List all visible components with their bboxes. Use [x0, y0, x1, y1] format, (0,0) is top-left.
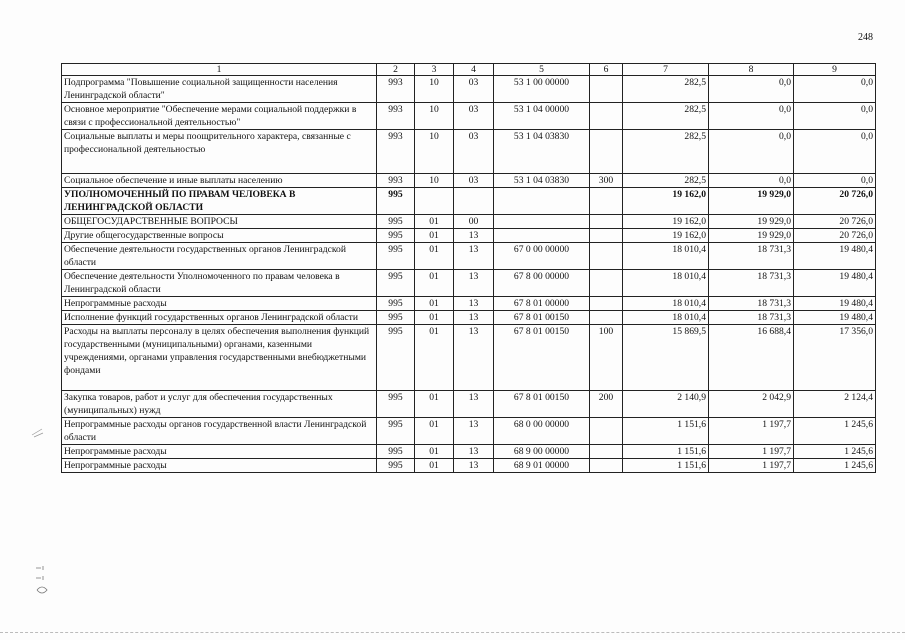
- row-value-cell-9: 2 124,4: [794, 391, 876, 418]
- table-row: [62, 188, 876, 215]
- row-value-cell-4: 00: [454, 215, 494, 229]
- row-value-cell-5: 53 1 04 03830: [494, 130, 590, 174]
- column-header-1: 1: [62, 64, 377, 76]
- row-value-cell-7: 18 010,4: [623, 297, 709, 311]
- row-value-cell-8: 16 688,4: [709, 325, 794, 391]
- row-value-cell-2: 995: [377, 391, 415, 418]
- row-value-cell-2: 995: [377, 445, 415, 459]
- row-name-cell: Подпрограмма "Повышение социальной защищенности населения Ленинградской области": [62, 76, 377, 103]
- row-value-cell-5: 67 8 01 00150: [494, 311, 590, 325]
- row-value-cell-5: 67 0 00 00000: [494, 243, 590, 270]
- row-value-cell-3: 10: [415, 103, 454, 130]
- row-value-cell-5: [494, 215, 590, 229]
- row-value-cell-2: 993: [377, 130, 415, 174]
- row-value-cell-4: 13: [454, 325, 494, 391]
- column-header-6: 6: [590, 64, 623, 76]
- row-name-cell: Социальное обеспечение и иные выплаты населению: [62, 174, 377, 188]
- row-value-cell-7: 282,5: [623, 130, 709, 174]
- column-header-7: 7: [623, 64, 709, 76]
- row-value-cell-8: 0,0: [709, 76, 794, 103]
- row-value-cell-7: 282,5: [623, 174, 709, 188]
- row-value-cell-8: 18 731,3: [709, 270, 794, 297]
- table-row: [62, 103, 876, 130]
- row-name-cell: Закупка товаров, работ и услуг для обеспечения государственных (муниципальных) нужд: [62, 391, 377, 418]
- row-value-cell-9: 1 245,6: [794, 445, 876, 459]
- row-value-cell-6: 100: [590, 325, 623, 391]
- column-header-9: 9: [794, 64, 876, 76]
- row-value-cell-6: [590, 76, 623, 103]
- row-value-cell-9: 0,0: [794, 76, 876, 103]
- column-header-4: 4: [454, 64, 494, 76]
- row-value-cell-3: 01: [415, 311, 454, 325]
- row-value-cell-3: 01: [415, 325, 454, 391]
- row-value-cell-5: 67 8 00 00000: [494, 270, 590, 297]
- row-value-cell-3: 10: [415, 76, 454, 103]
- row-name-cell: Расходы на выплаты персоналу в целях обеспечения выполнения функций государственными (муниципальными) органами, казенными учреждениями, органами управления государственными внебюджетными фондами: [62, 325, 377, 391]
- row-value-cell-2: 995: [377, 229, 415, 243]
- row-name-cell: Непрограммные расходы: [62, 445, 377, 459]
- row-name-cell: ОБЩЕГОСУДАРСТВЕННЫЕ ВОПРОСЫ: [62, 215, 377, 229]
- row-value-cell-6: [590, 130, 623, 174]
- row-value-cell-9: 17 356,0: [794, 325, 876, 391]
- row-name-cell: Другие общегосударственные вопросы: [62, 229, 377, 243]
- row-name-cell: Непрограммные расходы: [62, 297, 377, 311]
- row-value-cell-6: [590, 418, 623, 445]
- row-value-cell-2: 993: [377, 103, 415, 130]
- row-value-cell-4: 13: [454, 270, 494, 297]
- table-row: [62, 229, 876, 243]
- row-value-cell-3: 01: [415, 215, 454, 229]
- row-value-cell-9: 19 480,4: [794, 243, 876, 270]
- row-value-cell-8: 0,0: [709, 130, 794, 174]
- table-row: [62, 270, 876, 297]
- row-name-cell: Основное мероприятие "Обеспечение мерами социальной поддержки в связи с профессиональной деятельностью": [62, 103, 377, 130]
- row-value-cell-2: 995: [377, 215, 415, 229]
- row-value-cell-7: 19 162,0: [623, 188, 709, 215]
- table-row: [62, 174, 876, 188]
- row-value-cell-2: 995: [377, 243, 415, 270]
- row-name-cell: УПОЛНОМОЧЕННЫЙ ПО ПРАВАМ ЧЕЛОВЕКА В ЛЕНИНГРАДСКОЙ ОБЛАСТИ: [62, 188, 377, 215]
- row-value-cell-9: 19 480,4: [794, 297, 876, 311]
- row-value-cell-9: 0,0: [794, 130, 876, 174]
- row-value-cell-6: [590, 215, 623, 229]
- row-value-cell-5: [494, 229, 590, 243]
- row-value-cell-2: 995: [377, 418, 415, 445]
- table-row: [62, 297, 876, 311]
- row-value-cell-9: 20 726,0: [794, 215, 876, 229]
- scan-mark-icon: [30, 425, 46, 439]
- row-value-cell-4: 13: [454, 459, 494, 473]
- row-value-cell-3: 01: [415, 391, 454, 418]
- page-number: 248: [858, 32, 873, 43]
- row-value-cell-9: 20 726,0: [794, 229, 876, 243]
- table-header-row: [62, 64, 876, 76]
- row-name-cell: Исполнение функций государственных органов Ленинградской области: [62, 311, 377, 325]
- row-value-cell-9: 1 245,6: [794, 459, 876, 473]
- row-value-cell-7: 1 151,6: [623, 418, 709, 445]
- row-value-cell-5: 68 0 00 00000: [494, 418, 590, 445]
- row-value-cell-8: 2 042,9: [709, 391, 794, 418]
- row-value-cell-4: 03: [454, 174, 494, 188]
- table-row: [62, 391, 876, 418]
- row-value-cell-3: 01: [415, 418, 454, 445]
- row-value-cell-6: [590, 229, 623, 243]
- row-value-cell-3: 01: [415, 270, 454, 297]
- table-body: [62, 76, 876, 473]
- row-value-cell-2: 995: [377, 311, 415, 325]
- table-row: [62, 243, 876, 270]
- row-value-cell-4: 03: [454, 130, 494, 174]
- row-value-cell-5: 68 9 01 00000: [494, 459, 590, 473]
- row-value-cell-6: [590, 103, 623, 130]
- row-value-cell-8: 18 731,3: [709, 311, 794, 325]
- row-value-cell-6: [590, 445, 623, 459]
- table-row: [62, 445, 876, 459]
- table-row: [62, 325, 876, 391]
- row-value-cell-5: 67 8 01 00150: [494, 325, 590, 391]
- row-value-cell-7: 1 151,6: [623, 445, 709, 459]
- row-value-cell-6: 200: [590, 391, 623, 418]
- column-header-2: 2: [377, 64, 415, 76]
- row-value-cell-7: 15 869,5: [623, 325, 709, 391]
- row-value-cell-5: 67 8 01 00000: [494, 297, 590, 311]
- row-value-cell-7: 282,5: [623, 76, 709, 103]
- row-value-cell-4: 13: [454, 418, 494, 445]
- table-row: [62, 311, 876, 325]
- row-value-cell-7: 18 010,4: [623, 311, 709, 325]
- row-name-cell: Социальные выплаты и меры поощрительного характера, связанные с профессиональной деятельностью: [62, 130, 377, 174]
- budget-table: [61, 63, 876, 473]
- row-value-cell-6: [590, 459, 623, 473]
- row-value-cell-9: 0,0: [794, 174, 876, 188]
- row-value-cell-2: 995: [377, 297, 415, 311]
- row-value-cell-5: 53 1 04 00000: [494, 103, 590, 130]
- row-value-cell-9: 0,0: [794, 103, 876, 130]
- row-value-cell-3: 10: [415, 174, 454, 188]
- row-value-cell-9: 19 480,4: [794, 311, 876, 325]
- row-value-cell-6: [590, 188, 623, 215]
- row-name-cell: Обеспечение деятельности Уполномоченного по правам человека в Ленинградской области: [62, 270, 377, 297]
- row-value-cell-7: 18 010,4: [623, 243, 709, 270]
- table-row: [62, 76, 876, 103]
- row-value-cell-6: [590, 243, 623, 270]
- row-value-cell-7: 19 162,0: [623, 215, 709, 229]
- table-row: [62, 130, 876, 174]
- row-value-cell-6: [590, 270, 623, 297]
- column-header-5: 5: [494, 64, 590, 76]
- row-value-cell-6: [590, 311, 623, 325]
- row-value-cell-3: 01: [415, 459, 454, 473]
- row-value-cell-5: 53 1 00 00000: [494, 76, 590, 103]
- row-value-cell-7: 2 140,9: [623, 391, 709, 418]
- row-name-cell: Непрограммные расходы органов государственной власти Ленинградской области: [62, 418, 377, 445]
- row-value-cell-7: 19 162,0: [623, 229, 709, 243]
- row-value-cell-3: [415, 188, 454, 215]
- row-value-cell-3: 01: [415, 243, 454, 270]
- row-value-cell-4: 13: [454, 297, 494, 311]
- row-value-cell-2: 995: [377, 270, 415, 297]
- row-value-cell-4: 13: [454, 445, 494, 459]
- page-bottom-edge: [0, 632, 905, 634]
- row-value-cell-8: 0,0: [709, 103, 794, 130]
- table-row: [62, 418, 876, 445]
- row-value-cell-4: 03: [454, 76, 494, 103]
- row-value-cell-3: 10: [415, 130, 454, 174]
- row-value-cell-2: 995: [377, 459, 415, 473]
- row-value-cell-5: [494, 188, 590, 215]
- row-value-cell-8: 0,0: [709, 174, 794, 188]
- row-value-cell-2: 995: [377, 325, 415, 391]
- column-header-8: 8: [709, 64, 794, 76]
- row-name-cell: Обеспечение деятельности государственных органов Ленинградской области: [62, 243, 377, 270]
- row-value-cell-7: 18 010,4: [623, 270, 709, 297]
- row-value-cell-8: 19 929,0: [709, 188, 794, 215]
- row-value-cell-4: 03: [454, 103, 494, 130]
- row-value-cell-3: 01: [415, 229, 454, 243]
- row-value-cell-4: 13: [454, 311, 494, 325]
- row-value-cell-6: [590, 297, 623, 311]
- row-value-cell-5: 67 8 01 00150: [494, 391, 590, 418]
- row-value-cell-9: 20 726,0: [794, 188, 876, 215]
- row-value-cell-5: 53 1 04 03830: [494, 174, 590, 188]
- table-row: [62, 459, 876, 473]
- row-value-cell-2: 993: [377, 76, 415, 103]
- row-value-cell-9: 1 245,6: [794, 418, 876, 445]
- row-value-cell-7: 282,5: [623, 103, 709, 130]
- row-value-cell-8: 19 929,0: [709, 215, 794, 229]
- row-name-cell: Непрограммные расходы: [62, 459, 377, 473]
- row-value-cell-2: 993: [377, 174, 415, 188]
- row-value-cell-9: 19 480,4: [794, 270, 876, 297]
- row-value-cell-8: 1 197,7: [709, 418, 794, 445]
- row-value-cell-5: 68 9 00 00000: [494, 445, 590, 459]
- row-value-cell-4: 13: [454, 229, 494, 243]
- row-value-cell-3: 01: [415, 297, 454, 311]
- row-value-cell-4: 13: [454, 391, 494, 418]
- row-value-cell-8: 18 731,3: [709, 243, 794, 270]
- row-value-cell-6: 300: [590, 174, 623, 188]
- row-value-cell-4: 13: [454, 243, 494, 270]
- row-value-cell-8: 1 197,7: [709, 459, 794, 473]
- margin-stamp-marks: [34, 562, 50, 605]
- row-value-cell-7: 1 151,6: [623, 459, 709, 473]
- table-row: [62, 215, 876, 229]
- row-value-cell-4: [454, 188, 494, 215]
- row-value-cell-2: 995: [377, 188, 415, 215]
- row-value-cell-8: 1 197,7: [709, 445, 794, 459]
- column-header-3: 3: [415, 64, 454, 76]
- row-value-cell-8: 18 731,3: [709, 297, 794, 311]
- margin-stamp-icon: [34, 562, 50, 602]
- row-value-cell-8: 19 929,0: [709, 229, 794, 243]
- row-value-cell-3: 01: [415, 445, 454, 459]
